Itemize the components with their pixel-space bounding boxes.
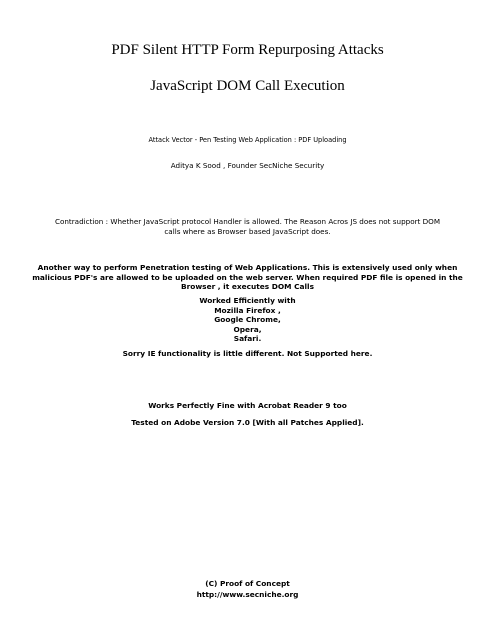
browser-list xyxy=(30,296,465,344)
contradiction-line: Contradiction : Whether JavaScript protocol Handler is allowed. The Reason Acros JS does not support DOM xyxy=(54,217,441,226)
attack-vector-text: Attack Vector - Pen Testing Web Application : PDF Uploading xyxy=(148,136,347,144)
paragraph-line: Browser , it executes DOM Calls xyxy=(180,282,314,291)
browser-item: Mozilla Firefox , xyxy=(214,305,281,315)
acrobat-note: Works Perfectly Fine with Acrobat Reader 9 too xyxy=(148,401,347,410)
browser-item: Google Chrome, xyxy=(214,315,281,324)
ie-note: Sorry IE functionality is little different. Not Supported here. xyxy=(122,349,373,358)
description-paragraph xyxy=(30,263,465,292)
proof-of-concept-text: (C) Proof of Concept xyxy=(205,579,290,588)
website-url: http://www.secniche.org xyxy=(196,590,299,599)
paragraph-line: malicious PDF's are allowed to be uploaded on the web server. When required PDF file is opened in the xyxy=(32,272,463,282)
tested-note: Tested on Adobe Version 7.0 [With all Patches Applied]. xyxy=(131,418,364,427)
browser-list-heading: Worked Efficiently with xyxy=(199,296,296,305)
contradiction-line: calls where as Browser based JavaScript does. xyxy=(164,226,331,236)
title-line-2: JavaScript DOM Call Execution xyxy=(150,78,345,94)
contradiction-block xyxy=(30,217,465,236)
browser-item: Opera, xyxy=(233,324,262,334)
browser-item: Safari. xyxy=(233,334,262,343)
paragraph-line: Another way to perform Penetration testing of Web Applications. This is extensively used only when xyxy=(37,263,458,272)
title-line-1: PDF Silent HTTP Form Repurposing Attacks xyxy=(111,42,384,58)
author-text: Aditya K Sood , Founder SecNiche Security xyxy=(170,161,325,170)
